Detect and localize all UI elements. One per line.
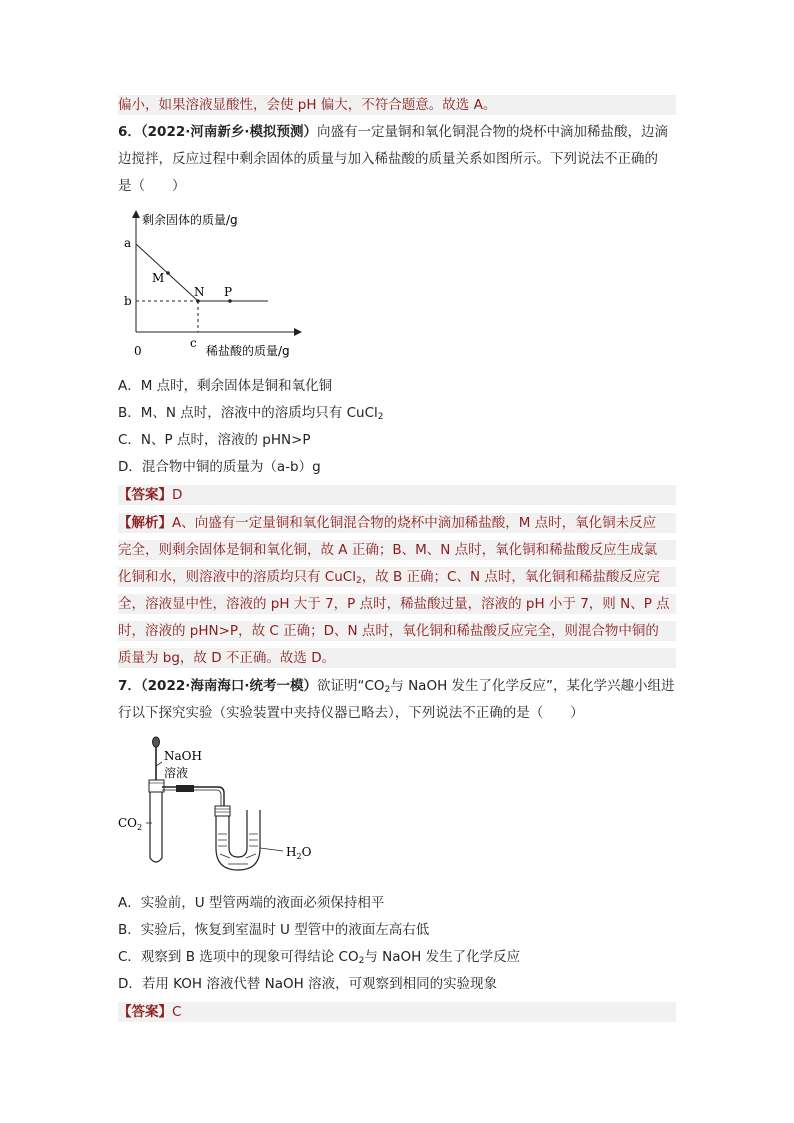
q6-stem-line-2: 边搅拌，反应过程中剩余固体的质量与加入稀盐酸的质量关系如图所示。下列说法不正确的 xyxy=(118,151,658,167)
q7-option-b: B．实验后，恢复到室温时 U 型管中的液面左高右低 xyxy=(118,922,430,938)
point-P xyxy=(228,299,232,303)
dropper-bulb xyxy=(153,737,160,747)
point-N xyxy=(196,299,200,303)
u-tube-inner xyxy=(229,816,247,857)
q6-graph xyxy=(118,206,318,366)
rubber-joint xyxy=(176,785,194,792)
naoh-pointer xyxy=(156,762,162,766)
label-origin: 0 xyxy=(134,344,142,358)
q6-analysis-line-3: 化铜和水，则溶液中的溶质均只有 CuCl$_2$，故 B 正确；C、N 点时，氧化铜和稀盐酸反应完 xyxy=(118,567,676,587)
q6-stem-line-3: 是（ ） xyxy=(118,178,186,194)
label-co2: $CO_2$ xyxy=(118,816,143,832)
test-tube xyxy=(150,792,162,862)
q7-option-a: A．实验前，U 型管两端的液面必须保持相平 xyxy=(118,895,385,911)
q7-apparatus xyxy=(118,730,338,875)
x-axis-label: 稀盐酸的质量/g xyxy=(206,344,290,358)
label-P: P xyxy=(224,285,233,299)
q6-option-d: D．混合物中铜的质量为（a-b）g xyxy=(118,459,321,475)
label-N: N xyxy=(194,285,205,299)
prev-analysis-tail: 偏小，如果溶液显酸性，会使 pH 偏大，不符合题意。故选 A。 xyxy=(118,95,676,115)
label-solution: 溶液 xyxy=(164,766,189,780)
q7-answer: 【答案】C xyxy=(118,1002,676,1022)
h2o-pointer xyxy=(260,848,283,851)
u-tube-stopper xyxy=(215,806,230,816)
test-tube-stopper xyxy=(149,780,164,792)
label-M: M xyxy=(152,271,165,285)
q7-stem-line-2: 行以下探究实验（实验装置中夹持仪器已略去），下列说法不正确的是（ ） xyxy=(118,705,584,721)
q6-analysis-line-5: 时，溶液的 pHN>P，故 C 正确；D、N 点时，氧化铜和稀盐酸反应完全，则混合物中铜的 xyxy=(118,621,676,641)
q6-option-c: C．N、P 点时，溶液的 pHN>P xyxy=(118,432,311,448)
point-M xyxy=(166,271,170,275)
q6-number: 6． xyxy=(118,124,141,140)
q6-analysis-line-6: 质量为 bg，故 D 不正确。故选 D。 xyxy=(118,648,676,668)
q7-option-c: C．观察到 B 选项中的现象可得结论 $CO_2$与 NaOH 发生了化学反应 xyxy=(118,949,521,966)
q6-option-a: A．M 点时，剩余固体是铜和氧化铜 xyxy=(118,378,333,394)
u-tube-outer xyxy=(216,816,260,870)
label-b: b xyxy=(124,294,132,308)
q6-analysis-line-1: 【解析】A、向盛有一定量铜和氧化铜混合物的烧杯中滴加稀盐酸，M 点时，氧化铜未反应 xyxy=(118,513,676,533)
u-tube-right-top xyxy=(247,810,260,816)
q7-source: （2022·海南海口·统考一模） xyxy=(140,678,317,694)
q6-option-b: B．M、N 点时，溶液中的溶质均只有 CuCl$_2$ xyxy=(118,405,384,422)
q7-number: 7． xyxy=(118,678,141,694)
label-naoh: NaOH xyxy=(164,749,202,763)
q6-analysis-line-2: 完全，则剩余固体是铜和氧化铜，故 A 正确；B、M、N 点时，氧化铜和稀盐酸反应生成氯 xyxy=(118,540,676,560)
connecting-tube-inner xyxy=(162,790,221,808)
q6-answer: 【答案】D xyxy=(118,485,676,505)
u-tube-liquid xyxy=(218,834,258,864)
q7-option-d: D．若用 KOH 溶液代替 NaOH 溶液，可观察到相同的实验现象 xyxy=(118,976,498,992)
q6-stem-line-1: 6．（2022·河南新乡·模拟预测）向盛有一定量铜和氧化铜混合物的烧杯中滴加稀盐酸，边滴 xyxy=(118,124,668,140)
q7-stem-line-1: 7．（2022·海南海口·统考一模）欲证明“$CO_2$与 NaOH 发生了化学反应”，某化学兴趣小组进 xyxy=(118,678,675,695)
y-axis-label: 剩余固体的质量/g xyxy=(142,213,238,227)
label-a: a xyxy=(124,236,132,250)
label-h2o: $H_2O$ xyxy=(286,845,312,861)
q6-source: （2022·河南新乡·模拟预测） xyxy=(140,124,317,140)
q6-analysis-line-4: 全，溶液显中性，溶液的 pH 大于 7，P 点时，稀盐酸过量，溶液的 pH 小于 7，则 N、P 点 xyxy=(118,594,676,614)
label-c: c xyxy=(190,336,197,350)
